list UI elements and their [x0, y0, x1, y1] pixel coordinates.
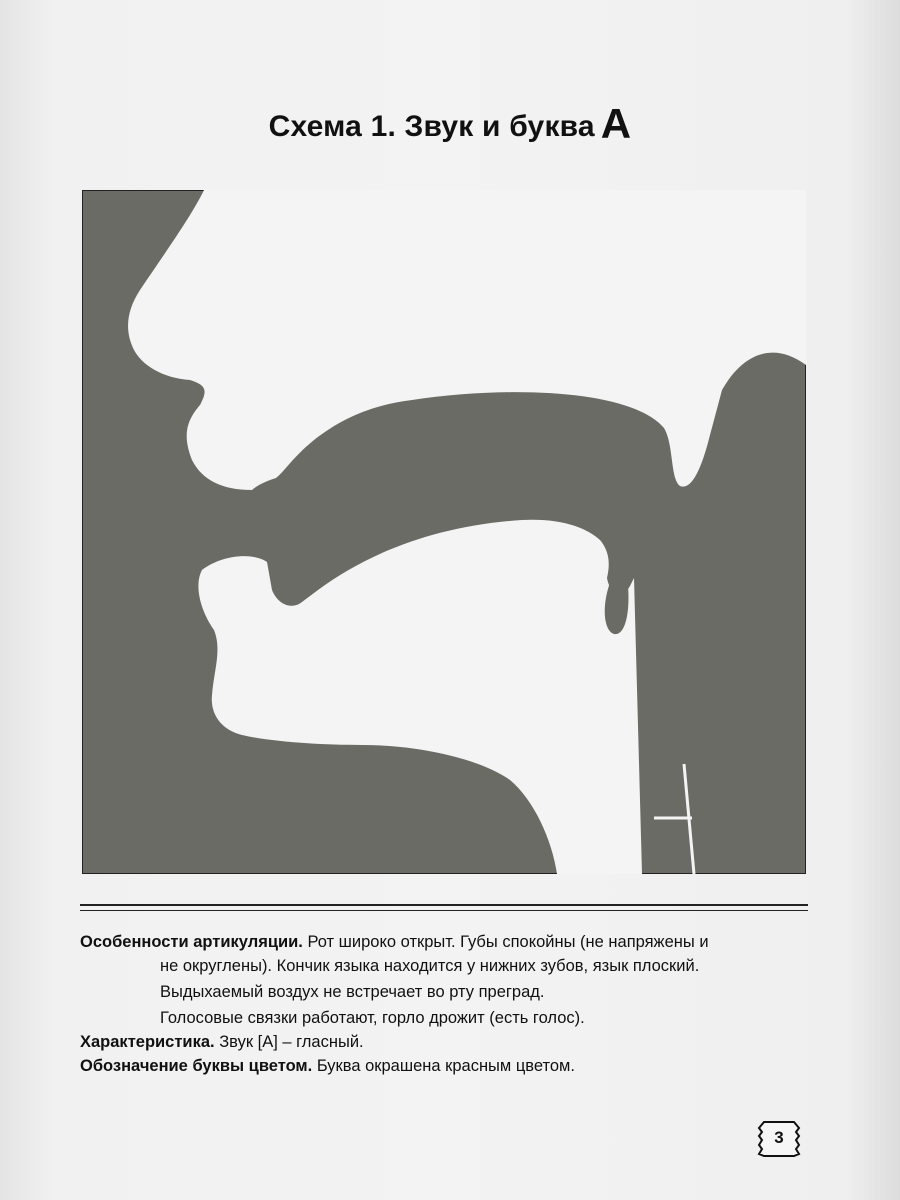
description [80, 930, 820, 1078]
characteristic-paragraph [80, 1030, 820, 1054]
divider-line-thin [80, 910, 808, 911]
characteristic-label: Характеристика. [80, 1033, 215, 1051]
page-number-badge [756, 1118, 802, 1160]
color-label: Обозначение буквы цветом. [80, 1057, 313, 1075]
articulation-label: Особенности артикуляции. [80, 933, 303, 951]
divider-line [80, 904, 808, 906]
title-text: Схема 1. Звук и буква [268, 110, 595, 143]
articulation-diagram [82, 190, 806, 874]
title-letter: А [600, 100, 632, 147]
articulation-line-1: Рот широко открыт. Губы спокойны (не напряжены и [307, 933, 709, 951]
articulation-paragraph [80, 930, 820, 954]
color-paragraph [80, 1054, 820, 1078]
page-title [0, 100, 900, 148]
articulation-line-3: Выдыхаемый воздух не встречает во рту преград. [160, 983, 545, 1001]
articulation-line-2: не округлены). Кончик языка находится у нижних зубов, язык плоский. [160, 957, 700, 975]
page-number: 3 [774, 1128, 784, 1147]
characteristic-text: Звук [А] – гласный. [219, 1033, 364, 1051]
articulation-line-4: Голосовые связки работают, горло дрожит (есть голос). [160, 1009, 585, 1027]
color-text: Буква окрашена красным цветом. [316, 1057, 575, 1075]
